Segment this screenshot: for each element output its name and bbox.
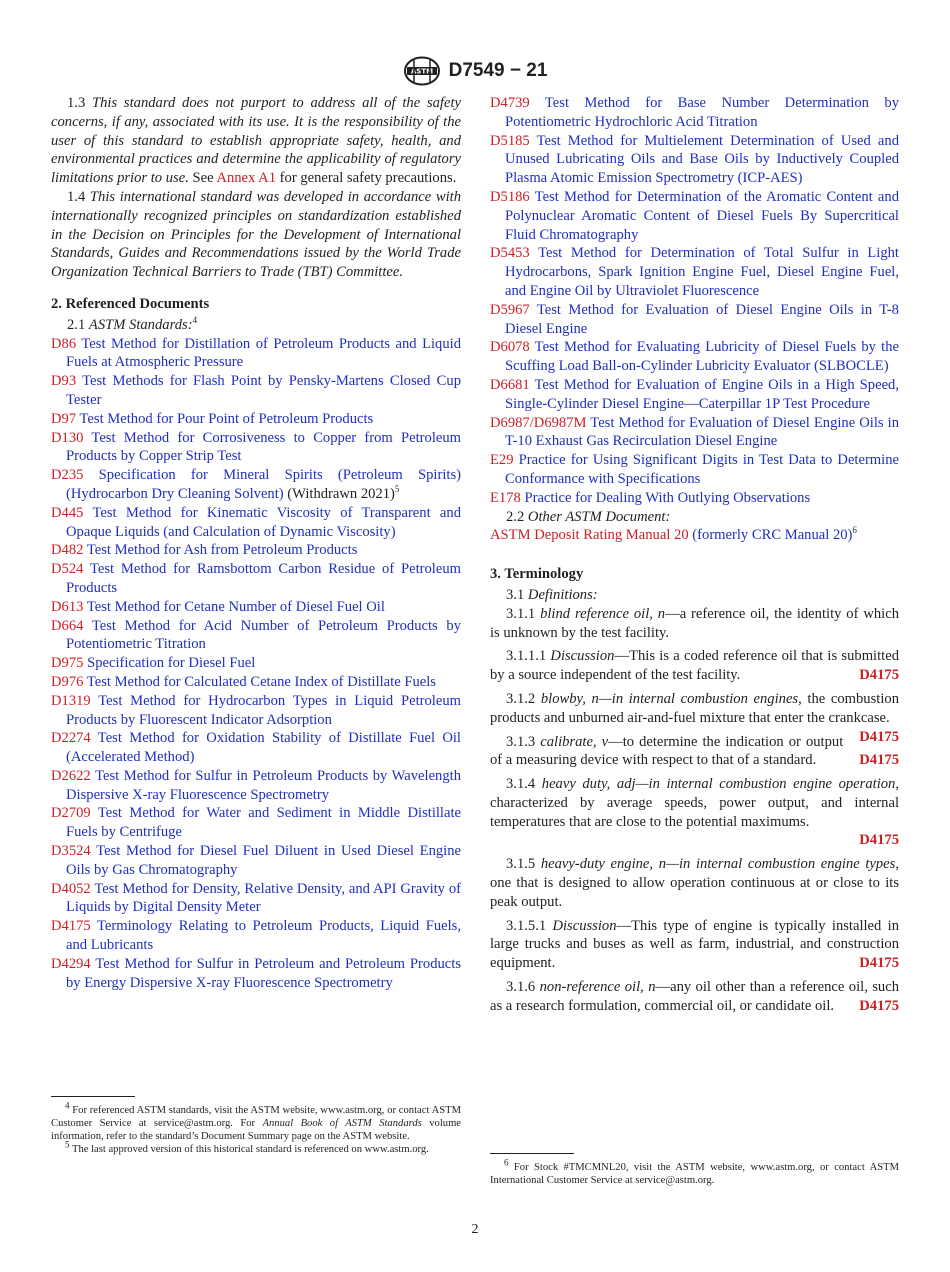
reference-item <box>51 560 461 598</box>
reference-code-link[interactable]: D4052 <box>51 880 91 897</box>
reference-code-link[interactable]: D6078 <box>490 339 530 356</box>
footnote-4: $^4$ For referenced ASTM standards, visit the ASTM website, www.astm.org, or contact ASTM Customer Service at service@astm.org. For Annual Book of ASTM Standards volume information, refer to the standard’s Document Summary page on the ASTM website. <box>51 1100 462 1142</box>
reference-list-right <box>490 94 899 508</box>
reference-code-link[interactable]: D130 <box>51 429 84 446</box>
reference-item: D235 Specification for Mineral Spirits (Petroleum Spirits) (Hydrocarbon Dry Cleaning Solvent) (Withdrawn 2021)$^5$ <box>51 467 461 502</box>
reference-item <box>490 376 899 414</box>
reference-title-link[interactable]: Test Method for Ramsbottom Carbon Residue of Petroleum Products <box>66 561 461 596</box>
reference-title-link[interactable]: Test Method for Corrosiveness to Copper from Petroleum Products by Copper Strip Test <box>66 429 461 465</box>
reference-code-link[interactable]: D5185 <box>490 132 530 149</box>
reference-code-link[interactable]: E178 <box>490 489 521 506</box>
document-designation: D7549 − 21 <box>448 60 548 81</box>
subsection-2-2: 2.2 Other ASTM Document: <box>506 508 671 525</box>
reference-item <box>51 410 461 429</box>
page-header <box>0 56 950 86</box>
footnote-divider <box>490 1153 574 1154</box>
reference-item <box>490 188 899 244</box>
reference-item <box>490 244 899 300</box>
reference-title-link[interactable]: Test Method for Sulfur in Petroleum and Petroleum Products by Energy Dispersive X-ray Fluorescence Spectrometry <box>66 955 461 991</box>
reference-code-link[interactable]: D6681 <box>490 376 530 393</box>
d4175-ref-link[interactable]: D4175 <box>859 955 899 972</box>
reference-code-link[interactable]: D2274 <box>51 730 91 747</box>
reference-code-link[interactable]: D976 <box>51 673 84 690</box>
reference-item <box>51 767 461 805</box>
reference-item <box>51 335 461 373</box>
reference-item <box>51 692 461 730</box>
term-3-1-3: 3.1.3 calibrate, v—to determine the indication or output of a measuring device with respect to that of a standard. D4175 <box>490 733 899 769</box>
reference-code-link[interactable]: D613 <box>51 598 84 615</box>
reference-item <box>490 414 899 452</box>
reference-item <box>490 132 899 188</box>
reference-item <box>51 842 461 880</box>
section-2-title: 2. Referenced Documents <box>51 295 210 312</box>
page-number: 2 <box>471 1222 479 1237</box>
reference-title-link[interactable]: Test Method for Ash from Petroleum Products <box>86 542 358 559</box>
deposit-manual-link[interactable]: ASTM Deposit Rating Manual 20 <box>490 527 689 544</box>
reference-code-link[interactable]: D5186 <box>490 188 530 205</box>
reference-code-link[interactable]: E29 <box>490 452 514 469</box>
reference-code-link[interactable]: D86 <box>51 335 77 352</box>
annex-a1-link[interactable]: Annex A1 <box>216 170 277 187</box>
reference-title-link[interactable]: Test Method for Evaluating Lubricity of Diesel Fuels by the Scuffing Load Ball-on-Cylinder Lubricity Evaluator (SLBOCLE) <box>505 339 899 375</box>
left-column <box>51 94 461 992</box>
reference-item <box>51 673 461 692</box>
reference-title-link[interactable]: Test Method for Distillation of Petroleum Products and Liquid Fuels at Atmospheric Pressure <box>66 335 461 371</box>
reference-title-link[interactable]: Terminology Relating to Petroleum Products, Liquid Fuels, and Lubricants <box>66 918 462 954</box>
reference-item <box>490 489 899 508</box>
paragraph-1-3: 1.3 This standard does not purport to address all of the safety concerns, if any, associated with its use. It is the responsibility of the user of this standard to establish appropriate safety, health, and environmental practices and determine the applicability of regulatory limitations prior to use. See Annex A1 for general safety precautions. <box>51 95 461 187</box>
term-3-1-4: 3.1.4 heavy duty, adj—in internal combustion engine operation, characterized by average speeds, power output, and internal temperatures that are close to the potential maximums. <box>490 776 899 830</box>
reference-title-link[interactable]: Test Method for Determination of the Aromatic Content and Polynuclear Aromatic Content of Diesel Fuels By Supercritical Fluid Chromatography <box>505 188 900 243</box>
reference-code-link[interactable]: D664 <box>51 617 84 634</box>
reference-title-link[interactable]: Test Method for Calculated Cetane Index of Distillate Fuels <box>86 673 436 690</box>
reference-title-link[interactable]: Test Method for Water and Sediment in Middle Distillate Fuels by Centrifuge <box>66 805 461 841</box>
d4175-ref-link[interactable]: D4175 <box>859 728 899 745</box>
reference-item <box>490 301 899 339</box>
reference-code-link[interactable]: D524 <box>51 561 84 578</box>
footnotes-right <box>490 1153 899 1187</box>
reference-item <box>490 338 899 376</box>
section-3-title: 3. Terminology <box>490 566 584 583</box>
reference-code-link[interactable]: D235 <box>51 467 84 484</box>
reference-item <box>51 598 461 617</box>
subsection-2-1: 2.1 ASTM Standards:$^4$ <box>67 314 198 333</box>
reference-title-link[interactable]: Test Method for Density, Relative Density, and API Gravity of Liquids by Digital Density Meter <box>66 880 461 916</box>
reference-item <box>51 654 461 673</box>
reference-item <box>51 617 461 655</box>
reference-item <box>51 372 461 410</box>
reference-title-link[interactable]: Specification for Diesel Fuel <box>87 655 256 672</box>
footnote-6: $^6$ For Stock #TMCMNL20, visit the ASTM website, www.astm.org, or contact ASTM International Customer Service at service@astm.org. <box>490 1157 899 1186</box>
reference-code-link[interactable]: D2622 <box>51 767 91 784</box>
astm-logo-icon <box>403 56 441 86</box>
reference-code-link[interactable]: D975 <box>51 655 84 672</box>
reference-code-link[interactable]: D4294 <box>51 955 91 972</box>
reference-title-link[interactable]: Specification for Mineral Spirits (Petroleum Spirits) (Hydrocarbon Dry Cleaning Solvent) <box>66 467 461 502</box>
reference-item <box>51 804 461 842</box>
right-column <box>490 94 899 1016</box>
reference-title-link[interactable]: Test Method for Oxidation Stability of Distillate Fuel Oil (Accelerated Method) <box>66 730 461 766</box>
reference-code-link[interactable]: D482 <box>51 542 84 559</box>
reference-code-link[interactable]: D3524 <box>51 843 91 860</box>
reference-title-link[interactable]: Test Methods for Flash Point by Pensky-Martens Closed Cup Tester <box>66 373 461 408</box>
reference-list-left <box>51 335 461 993</box>
reference-code-link[interactable]: D4739 <box>490 95 530 111</box>
reference-code-link[interactable]: D445 <box>51 504 84 521</box>
footnote-5: $^5$ The last approved version of this historical standard is referenced on www.astm.org. <box>65 1139 429 1155</box>
reference-code-link[interactable]: D97 <box>51 410 77 427</box>
term-3-1-6: 3.1.6 non-reference oil, n—any oil other than a reference oil, such as a research formulation, commercial oil, or candidate oil. D4175 <box>490 979 899 1014</box>
term-3-1-5-1: 3.1.5.1 Discussion—This type of engine is typically installed in large trucks and buses as well as farm, industrial, and construction equipment. D4175 <box>490 917 899 972</box>
term-3-1-4-ref <box>490 831 899 850</box>
reference-item <box>51 729 461 767</box>
reference-title-link[interactable]: Test Method for Base Number Determination by Potentiometric Hydrochloric Acid Titration <box>505 95 899 130</box>
reference-code-link[interactable]: D1319 <box>51 692 91 709</box>
deposit-manual-title-link[interactable]: (formerly CRC Manual 20) <box>692 527 853 544</box>
subsection-3-1: 3.1 Definitions: <box>506 586 598 603</box>
term-3-1-1: 3.1.1 blind reference oil, n—a reference oil, the identity of which is unknown by the test facility. <box>490 605 899 641</box>
reference-title-link[interactable]: Test Method for Evaluation of Diesel Engine Oils in T-10 Exhaust Gas Recirculation Diesel Engine <box>505 414 900 450</box>
reference-title-link[interactable]: Practice for Dealing With Outlying Observations <box>524 489 811 506</box>
reference-title-link[interactable]: Test Method for Determination of Total Sulfur in Light Hydrocarbons, Spark Ignition Engine Fuel, Diesel Engine Fuel, and Engine Oil by Ultraviolet Fluorescence <box>505 245 899 299</box>
reference-item <box>490 94 899 132</box>
term-3-1-2: 3.1.2 blowby, n—in internal combustion engines, the combustion products and unburned air-and-fuel mixture that enter the crankcase. D4175 <box>490 690 899 745</box>
reference-title-link[interactable]: Test Method for Hydrocarbon Types in Liquid Petroleum Products by Fluorescent Indicator Adsorption <box>66 692 461 728</box>
reference-item <box>51 504 461 542</box>
term-3-1-1-1: 3.1.1.1 Discussion—This is a coded reference oil that is submitted by a source independent of the test facility. D4175 <box>490 648 899 684</box>
d4175-ref-link[interactable]: D4175 <box>859 832 899 849</box>
paragraph-1-4: 1.4 This international standard was developed in accordance with internationally recognized principles on standardization established in the Decision on Principles for the Development of International Standards, Guides and Recommendations issued by the World Trade Organization Technical Barriers to Trade (TBT) Committee. <box>51 188 462 281</box>
reference-title-link[interactable]: Test Method for Acid Number of Petroleum Products by Potentiometric Titration <box>66 617 461 653</box>
reference-code-link[interactable]: D93 <box>51 373 77 390</box>
reference-title-link[interactable]: Test Method for Evaluation of Diesel Engine Oils in T-8 Diesel Engine <box>505 301 899 337</box>
reference-code-link[interactable]: D2709 <box>51 805 91 822</box>
d4175-ref-link[interactable]: D4175 <box>859 667 899 684</box>
reference-title-link[interactable]: Test Method for Sulfur in Petroleum Products by Wavelength Dispersive X-ray Fluorescence Spectrometry <box>66 767 461 803</box>
reference-code-link[interactable]: D6987/D6987M <box>490 414 587 431</box>
reference-title-link[interactable]: Test Method for Pour Point of Petroleum Products <box>79 410 374 427</box>
reference-item <box>51 541 461 560</box>
reference-item <box>51 880 461 918</box>
reference-code-link[interactable]: D5453 <box>490 245 530 262</box>
reference-title-link[interactable]: Test Method for Cetane Number of Diesel Fuel Oil <box>86 598 385 615</box>
reference-item <box>51 917 461 955</box>
d4175-ref-link[interactable]: D4175 <box>859 997 899 1014</box>
reference-title-link[interactable]: Test Method for Evaluation of Engine Oils in a High Speed, Single-Cylinder Diesel Engine—Caterpillar 1P Test Procedure <box>505 376 899 412</box>
reference-title-link[interactable]: Test Method for Multielement Determination of Used and Unused Lubricating Oils and Base Oils by Inductively Coupled Plasma Atomic Emission Spectrometry (ICP-AES) <box>505 132 899 187</box>
term-3-1-5: 3.1.5 heavy-duty engine, n—in internal combustion engine types, one that is designed to allow operation continuous at or close to its peak output. <box>490 856 899 910</box>
reference-item <box>51 955 461 993</box>
reference-code-link[interactable]: D4175 <box>51 918 91 935</box>
reference-title-link[interactable]: Practice for Using Significant Digits in Test Data to Determine Conformance with Specifications <box>505 452 899 487</box>
d4175-ref-link[interactable]: D4175 <box>859 752 899 769</box>
reference-code-link[interactable]: D5967 <box>490 301 530 318</box>
reference-title-link[interactable]: Test Method for Diesel Fuel Diluent in Used Diesel Engine Oils by Gas Chromatography <box>66 843 462 878</box>
footnotes-left <box>51 1096 461 1156</box>
footnote-divider <box>51 1096 135 1097</box>
svg-text:ASTM: ASTM <box>410 67 433 76</box>
reference-item <box>490 451 899 489</box>
reference-item <box>51 429 461 467</box>
reference-title-link[interactable]: Test Method for Kinematic Viscosity of Transparent and Opaque Liquids (and Calculation of Dynamic Viscosity) <box>66 504 462 540</box>
reference-item-manual: ASTM Deposit Rating Manual 20 (formerly CRC Manual 20)$^6$ <box>490 525 857 544</box>
